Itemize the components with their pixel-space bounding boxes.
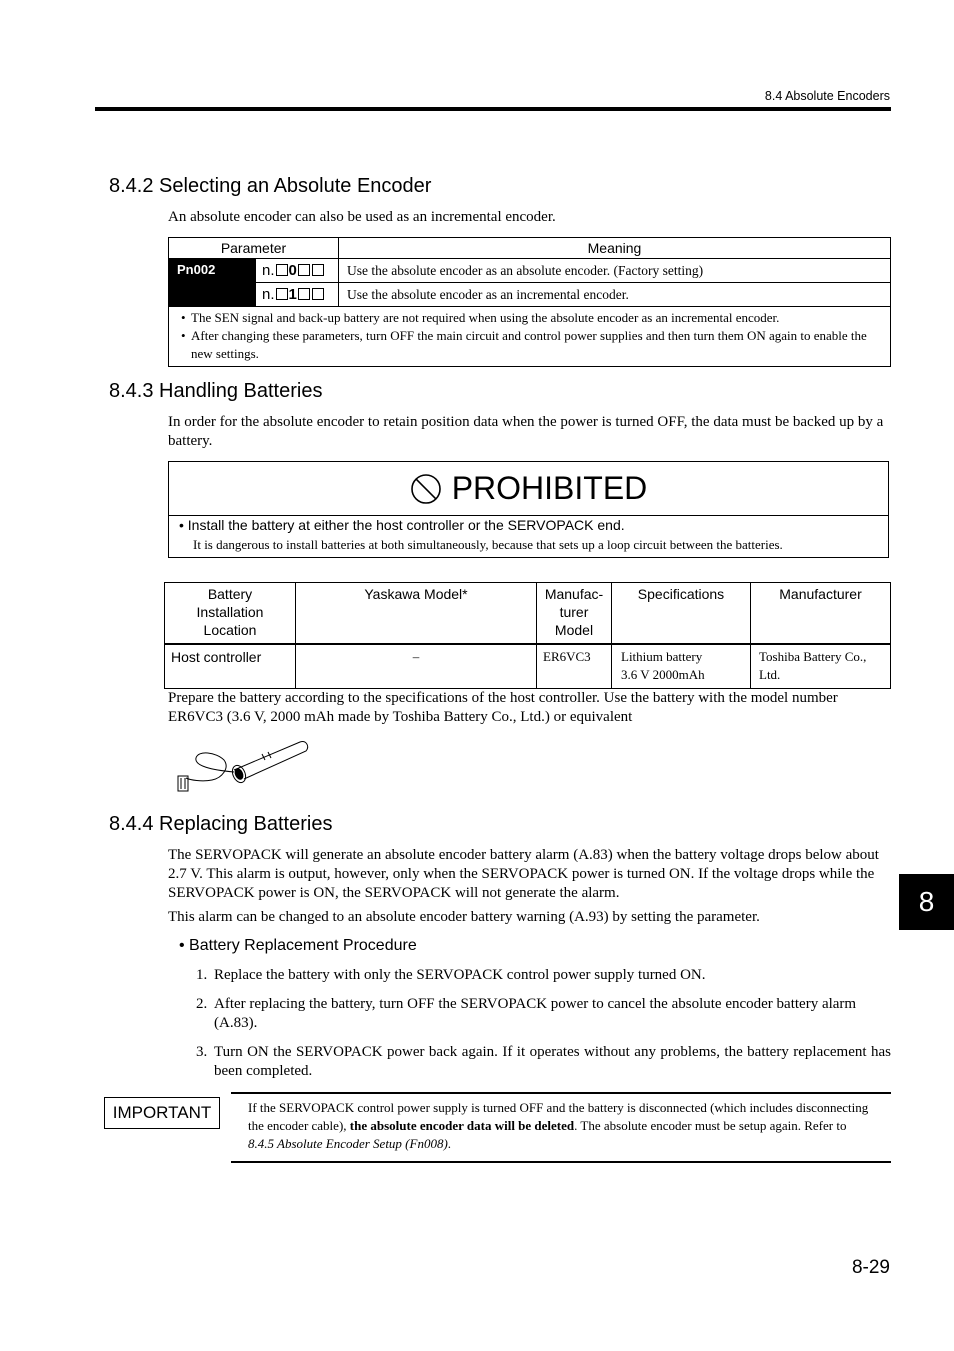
- param-notes: [169, 307, 891, 367]
- prohibited-icon: [410, 473, 442, 505]
- chapter-tab: 8: [899, 874, 954, 930]
- battery-cell-yaskawa-model: –: [296, 644, 537, 689]
- important-text: If the SERVOPACK control power supply is turned OFF and the battery is disconnected (which includes disconnecting the encoder cable), the absolute encoder data will be deleted. The absolute encoder must be setup again. Refer to 8.4.5 Absolute Encoder Setup (Fn008).: [248, 1100, 869, 1151]
- battery-cell-manufacturer-model: ER6VC3: [537, 644, 612, 689]
- prohibited-title: PROHIBITED: [451, 470, 648, 506]
- important-rule-top: [231, 1092, 891, 1094]
- battery-cell-specifications: Lithium battery 3.6 V 2000mAh: [612, 644, 751, 689]
- important-reference: 8.4.5 Absolute Encoder Setup (Fn008): [248, 1136, 448, 1151]
- battery-illustration: [172, 738, 312, 798]
- param-note-0: • The SEN signal and back-up battery are not required when using the absolute encoder as an incremental encoder.: [181, 309, 878, 327]
- section-title-844: 8.4.4 Replacing Batteries: [109, 813, 333, 835]
- battery-col-manufacturer: Manufacturer: [751, 583, 891, 645]
- col-parameter: Parameter: [169, 238, 339, 259]
- battery-col-location: Battery Installation Location: [165, 583, 296, 645]
- col-meaning: Meaning: [339, 238, 891, 259]
- procedure-step-3: 3. Turn ON the SERVOPACK power back again. If it operates without any problems, the battery replacement has been completed.: [196, 1044, 891, 1079]
- header-rule: [95, 107, 891, 111]
- procedure-step-1: 1. Replace the battery with only the SERVOPACK control power supply turned ON.: [196, 967, 706, 983]
- running-head: 8.4 Absolute Encoders: [764, 89, 890, 103]
- prohibited-line2: It is dangerous to install batteries at both simultaneously, because that sets up a loop circuit between the batteries.: [193, 537, 783, 552]
- param-name: Pn002: [169, 259, 256, 307]
- s844-p1: The SERVOPACK will generate an absolute encoder battery alarm (A.83) when the battery voltage drops below about 2.7 V. This alarm is output, however, only when the SERVOPACK power is turned ON. If the voltage drops while the SERVOPACK power is ON, the SERVOPACK will not generate the alarm.: [168, 847, 879, 901]
- parameter-table: [168, 237, 891, 367]
- battery-cell-location: Host controller: [165, 644, 296, 689]
- procedure-step-2: 2. After replacing the battery, turn OFF the SERVOPACK power to cancel the absolute encoder battery alarm (A.83).: [196, 996, 857, 1031]
- s843-after-table: Prepare the battery according to the specifications of the host controller. Use the battery with the model number ER6VC3 (3.6 V, 2000 mAh made by Toshiba Battery Co., Ltd.) or equivalent: [168, 690, 838, 725]
- param-meaning-0: Use the absolute encoder as an absolute encoder. (Factory setting): [339, 259, 891, 283]
- important-rule-bottom: [231, 1161, 891, 1163]
- battery-col-manufacturer-model: Manufac- turer Model: [537, 583, 612, 645]
- param-code-0: n. 0: [256, 259, 339, 283]
- prohibited-line1: • Install the battery at either the host controller or the SERVOPACK end.: [179, 517, 625, 533]
- page-number: 8-29: [851, 1257, 890, 1278]
- procedure-title: • Battery Replacement Procedure: [179, 937, 417, 954]
- s842-intro: An absolute encoder can also be used as an incremental encoder.: [168, 209, 556, 225]
- battery-col-specifications: Specifications: [612, 583, 751, 645]
- section-title-842: 8.4.2 Selecting an Absolute Encoder: [109, 175, 432, 197]
- important-label: IMPORTANT: [104, 1097, 220, 1129]
- param-meaning-1: Use the absolute encoder as an incremental encoder.: [339, 283, 891, 307]
- battery-table: [164, 582, 891, 689]
- param-code-1: n. 1: [256, 283, 339, 307]
- battery-col-yaskawa-model: Yaskawa Model*: [296, 583, 537, 645]
- param-note-1: • After changing these parameters, turn OFF the main circuit and control power supplies and then turn them ON again to enable the new settings.: [181, 327, 878, 363]
- s844-p2: This alarm can be changed to an absolute encoder battery warning (A.93) by setting the parameter.: [168, 909, 760, 925]
- prohibited-box: [168, 461, 889, 558]
- s843-intro: In order for the absolute encoder to retain position data when the power is turned OFF, the data must be backed up by a battery.: [168, 414, 884, 449]
- section-title-843: 8.4.3 Handling Batteries: [109, 380, 323, 402]
- battery-cell-manufacturer: Toshiba Battery Co., Ltd.: [751, 644, 891, 689]
